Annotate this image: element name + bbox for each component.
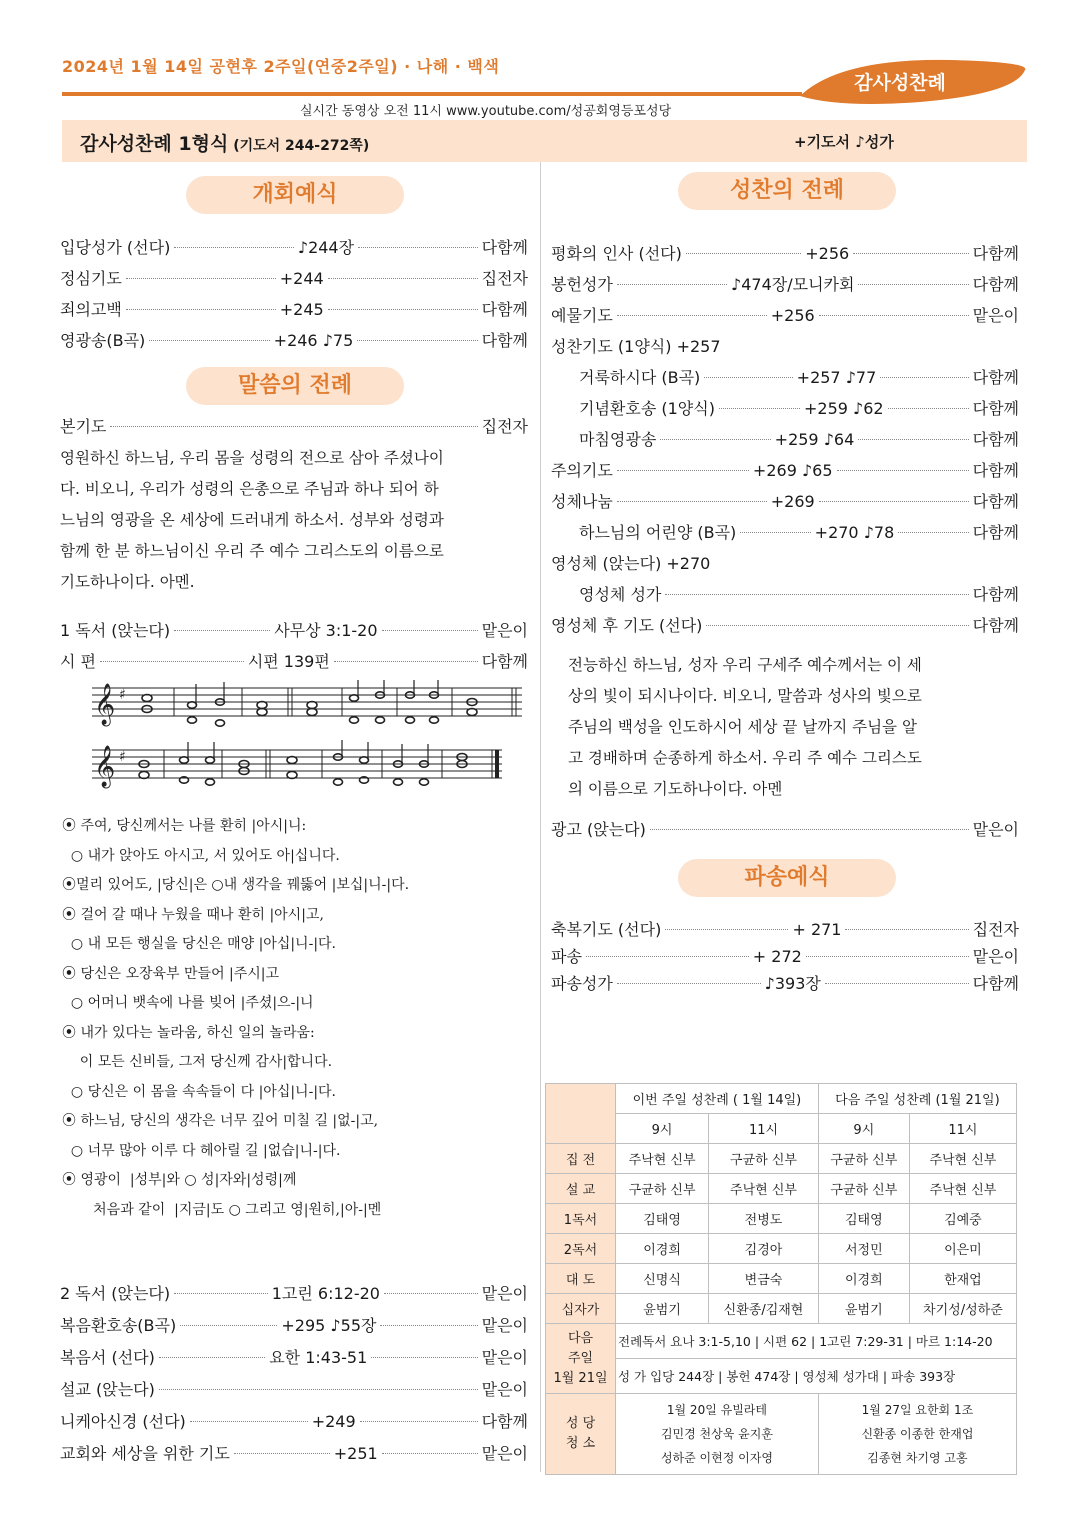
psalm-verse: ⦿ 하느님, 당신의 생각은 너무 깊어 미칠 길 |없-|고, [62, 1113, 379, 1129]
schedule-row [546, 1174, 1017, 1204]
order-item-name: 교회와 세상을 위한 기도 [60, 1444, 230, 1463]
schedule-role: 십자가 [546, 1294, 616, 1324]
order-item-who: 다함께 [972, 244, 1019, 263]
schedule-row [546, 1204, 1017, 1234]
psalm-verse: 처음과 같이 |지금|도 ○ 그리고 영|원히,|아-|멘 [62, 1201, 382, 1218]
order-item-who: 다함께 [481, 652, 528, 671]
next-sunday-label: 다음 주일 1월 21일 [546, 1324, 616, 1394]
order-row [60, 1278, 528, 1310]
order-item-name: 주의기도 [551, 461, 613, 480]
order-item-ref: +269 [770, 492, 815, 511]
order-item-name: 입당성가 (선다) [60, 238, 171, 257]
schedule-cell: 변금숙 [709, 1264, 819, 1294]
order-row [60, 294, 528, 325]
order-row [60, 615, 528, 646]
psalm-verse: ⦿ 영광이 |성부|와 ○ 성|자와|성령|께 [62, 1172, 297, 1188]
psalm-verse: ○ 너무 많아 이루 다 헤아릴 길 |없습|니-|다. [62, 1142, 341, 1159]
order-item-name: 시 편 [60, 652, 96, 671]
schedule-cell: 이경희 [616, 1234, 709, 1264]
time-cell: 11시 [909, 1114, 1016, 1144]
order-row [551, 269, 1019, 300]
order-item-name: 영성체 (앉는다) +270 [551, 554, 711, 573]
order-item-who: 다함께 [972, 275, 1019, 294]
schedule-cell: 김예중 [909, 1204, 1016, 1234]
section-eucharist-title: 성찬의 전례 [678, 172, 896, 210]
order-item-name: 복음서 (선다) [60, 1348, 155, 1367]
order-row [551, 517, 1019, 548]
order-item-who: 맡은이 [481, 1380, 528, 1399]
psalm-verse: ⦿ 당신은 오장육부 만들어 |주시|고 [62, 965, 280, 982]
order-item-who: 다함께 [481, 331, 528, 350]
section-word-title: 말씀의 전례 [186, 367, 404, 405]
order-item-who: 다함께 [972, 492, 1019, 511]
schedule-cell: 윤범기 [818, 1294, 909, 1324]
order-row [551, 393, 1019, 424]
postcommunion-text: 전능하신 하느님, 성자 우리 구세주 예수께서는 이 세 상의 빛이 되시나이다. 비오니, 말씀과 성사의 빛으로 주님의 백성을 인도하시어 세상 끝 날까지 주님을 알 고 경배하며 순종하게 하소서. 우리 주 예수 그리스도 의 이름으로 기도하나이다. 아멘 [568, 656, 922, 798]
order-item-name: 영성체 후 기도 (선다) [551, 616, 703, 635]
order-item-ref: 사무상 3:1-20 [274, 621, 378, 640]
order-item-who: 다함께 [481, 300, 528, 319]
schedule-cell: 윤범기 [616, 1294, 709, 1324]
next-week-header: 다음 주일 성찬례 (1월 21일) [818, 1084, 1016, 1114]
order-row [551, 970, 1019, 997]
cleaning-left: 1월 20일 유빌라테 김민경 천상욱 윤지훈 성하준 이현정 이자영 [616, 1394, 819, 1475]
schedule-cell: 신명식 [616, 1264, 709, 1294]
order-item-who: 맡은이 [972, 947, 1020, 966]
order-row [60, 1406, 528, 1438]
order-item-name: 영성체 성가 [579, 585, 662, 604]
order-item-ref: ♪244장 [297, 238, 355, 257]
order-row [551, 424, 1019, 455]
order-item-name: 평화의 인사 (선다) [551, 244, 682, 263]
notices-row [551, 814, 1019, 845]
psalm-verse: ○ 어머니 뱃속에 나를 빚어 |주셨|으-|니 [62, 995, 314, 1011]
order-item-who: 집전자 [972, 920, 1019, 939]
schedule-cell: 한재업 [909, 1264, 1016, 1294]
cleaning-right: 1월 27일 요한회 1조 신환종 이종한 한재업 김종현 차기영 고홍 [818, 1394, 1016, 1475]
next-hymns: 성 가 입당 244장 | 봉헌 474장 | 영성체 성가대 | 파송 393장 [616, 1359, 1017, 1394]
svg-text:♯: ♯ [119, 749, 126, 765]
order-row [551, 548, 1019, 579]
psalm-verse: ⦿멀리 있어도, |당신|은 ○내 생각을 꿰뚫어 |보십|니-|다. [62, 877, 410, 893]
collect-row-wrap [60, 411, 528, 442]
order-item-ref: 요한 1:43-51 [269, 1348, 368, 1367]
eucharist-list [551, 238, 1019, 641]
schedule-cell: 차기성/성하준 [909, 1294, 1016, 1324]
order-item-ref: ♪393장 [764, 974, 821, 993]
order-item-name: 성체나눔 [551, 492, 613, 511]
order-item-ref: 시편 139편 [247, 652, 330, 671]
order-item-ref: +256 [770, 306, 815, 325]
this-week-header: 이번 주일 성찬례 ( 1월 14일) [616, 1084, 819, 1114]
order-item-ref: +295 ♪55장 [281, 1316, 377, 1335]
schedule-cell: 구균하 신부 [616, 1174, 709, 1204]
notices-who: 맡은이 [972, 820, 1019, 839]
order-item-name: 기념환호송 (1양식) [579, 399, 715, 418]
order-item-name: 하느님의 어린양 (B곡) [579, 523, 737, 542]
psalm-verse: 이 모든 신비들, 그저 당신께 감사|합니다. [62, 1054, 333, 1070]
order-item-name: 성찬기도 (1양식) +257 [551, 337, 721, 356]
order-item-who: 다함께 [972, 616, 1019, 635]
order-item-name: 죄의고백 [60, 300, 122, 319]
order-item-ref: +269 ♪65 [752, 461, 833, 480]
schedule-table [545, 1083, 1017, 1475]
time-cell: 9시 [818, 1114, 909, 1144]
order-item-who: 집전자 [481, 269, 528, 288]
order-item-name: 파송성가 [551, 974, 613, 993]
schedule-role: 대 도 [546, 1264, 616, 1294]
order-item-name: 예물기도 [551, 306, 613, 325]
order-item-ref: + 272 [752, 947, 802, 966]
order-item-who: 맡은이 [481, 621, 528, 640]
order-row [60, 325, 528, 356]
order-row [551, 455, 1019, 486]
order-item-name: 축복기도 (선다) [551, 920, 662, 939]
order-item-ref: +251 [333, 1444, 378, 1463]
service-title: 감사성찬례 1형식 (기도서 244-272쪽) [80, 133, 370, 155]
order-row [551, 579, 1019, 610]
order-item-who: 다함께 [972, 430, 1020, 449]
time-cell: 9시 [616, 1114, 709, 1144]
order-item-who: 다함께 [972, 585, 1019, 604]
schedule-cell: 구균하 신부 [709, 1144, 819, 1174]
column-divider [540, 162, 541, 1472]
order-item-name: 복음환호송(B곡) [60, 1316, 177, 1335]
schedule-cell: 서정민 [818, 1234, 909, 1264]
order-item-ref: +259 ♪64 [774, 430, 855, 449]
schedule-cell: 주낙현 신부 [909, 1174, 1016, 1204]
badge-label: 감사성찬례 [854, 72, 946, 94]
symbol-legend: +기도서 ♪성가 [794, 133, 894, 151]
time-cell: 11시 [709, 1114, 819, 1144]
order-item-ref: + 271 [792, 920, 842, 939]
order-item-ref: +259 ♪62 [803, 399, 884, 418]
cleaning-label: 성 당 청 소 [546, 1394, 616, 1475]
schedule-row [546, 1234, 1017, 1264]
schedule-role: 1독서 [546, 1204, 616, 1234]
psalm-verse: ○ 내 모든 행실을 당신은 매양 |아십|니-|다. [62, 936, 337, 952]
section-gathering-title: 개회예식 [186, 176, 404, 214]
schedule-cell: 구균하 신부 [818, 1174, 909, 1204]
order-item-who: 다함께 [972, 399, 1019, 418]
readings2-list [60, 1278, 528, 1470]
psalm-verse: ⦿ 주여, 당신께서는 나를 환히 |아시|니: [62, 818, 307, 834]
order-item-who: 다함께 [481, 238, 528, 257]
psalm-verse: ○ 내가 앉아도 아시고, 서 있어도 아|십니다. [62, 847, 340, 864]
order-item-ref: 1고린 6:12-20 [271, 1284, 380, 1303]
schedule-cell: 이경희 [818, 1264, 909, 1294]
schedule-role: 집 전 [546, 1144, 616, 1174]
schedule-cell: 전병도 [709, 1204, 819, 1234]
order-item-name: 니케아신경 (선다) [60, 1412, 186, 1431]
section-dismissal-title: 파송예식 [678, 859, 896, 897]
header-rule [62, 92, 802, 96]
order-item-ref: +270 ♪78 [814, 523, 895, 542]
order-item-ref: ♪474장/모니카회 [731, 275, 855, 294]
order-item-who: 다함께 [481, 1412, 528, 1431]
psalm-text [62, 812, 536, 1225]
prayerbook-pages: (기도서 244-272쪽) [228, 138, 370, 154]
order-item-name: 정심기도 [60, 269, 122, 288]
psalm-verse: ⦿ 걸어 갈 때나 누웠을 때나 환히 |아시|고, [62, 906, 324, 923]
service-date-line: 2024년 1월 14일 공현후 2주일(연중2주일) · 나해 · 백색 [62, 57, 500, 76]
order-row [60, 1374, 528, 1406]
schedule-cell: 김경아 [709, 1234, 819, 1264]
order-item-name: 마침영광송 [579, 430, 657, 449]
order-item-name: 거룩하시다 (B곡) [579, 368, 701, 387]
schedule-cell: 김태영 [818, 1204, 909, 1234]
collect-who: 집전자 [481, 417, 528, 436]
order-item-name: 봉헌성가 [551, 275, 613, 294]
order-item-who: 다함께 [972, 974, 1020, 993]
order-item-who: 맡은이 [481, 1444, 528, 1463]
psalm-chant-notation [92, 680, 524, 800]
order-row [551, 238, 1019, 269]
collect-label: 본기도 [60, 417, 107, 436]
order-item-ref: +249 [311, 1412, 356, 1431]
schedule-cell: 구균하 신부 [818, 1144, 909, 1174]
dismissal-list [551, 916, 1019, 997]
schedule-cell: 신환종/김재현 [709, 1294, 819, 1324]
svg-text:♯: ♯ [119, 687, 126, 703]
order-row [60, 1342, 528, 1374]
order-row [60, 232, 528, 263]
order-row [551, 362, 1019, 393]
schedule-cell: 주낙현 신부 [709, 1174, 819, 1204]
notices-wrap [551, 814, 1019, 845]
order-item-who: 다함께 [972, 368, 1019, 387]
order-row [60, 1310, 528, 1342]
service-title-bar [62, 120, 1027, 162]
readings1-list [60, 615, 528, 677]
schedule-cell: 김태영 [616, 1204, 709, 1234]
gathering-list [60, 232, 528, 356]
order-item-ref: +256 [805, 244, 850, 263]
psalm-verse: ○ 당신은 이 몸을 속속들이 다 |아십|니-|다. [62, 1083, 337, 1100]
psalm-verse: ⦿ 내가 있다는 놀라움, 하신 일의 놀라움: [62, 1024, 315, 1041]
order-row [551, 331, 1019, 362]
order-row [551, 943, 1019, 970]
order-item-ref: +245 [279, 300, 324, 319]
eucharist-badge [800, 54, 1030, 110]
order-item-ref: +246 ♪75 [273, 331, 354, 350]
order-row [60, 263, 528, 294]
schedule-role: 설 교 [546, 1174, 616, 1204]
collect-text: 영원하신 하느님, 우리 몸을 성령의 전으로 삼아 주셨나이 다. 비오니, 우리가 성령의 은총으로 주님과 하나 되어 하 느님의 영광을 온 세상에 드러내게 하소서. 성부와 성령과 함께 한 분 하느님이신 우리 주 예수 그리스도의 이름으로 기도하나이다. 아멘. [60, 449, 444, 591]
order-item-name: 2 독서 (앉는다) [60, 1284, 171, 1303]
livestream-line: 실시간 동영상 오전 11시 www.youtube.com/성공회영등포성당 [300, 104, 672, 119]
schedule-row [546, 1264, 1017, 1294]
order-item-name: 설교 (앉는다) [60, 1380, 155, 1399]
order-item-who: 맡은이 [481, 1316, 529, 1335]
order-item-who: 다함께 [972, 461, 1019, 480]
schedule-row [546, 1144, 1017, 1174]
svg-text:𝄞: 𝄞 [94, 746, 116, 787]
order-item-who: 다함께 [972, 523, 1020, 542]
order-item-name: 1 독서 (앉는다) [60, 621, 171, 640]
order-item-who: 맡은이 [481, 1284, 528, 1303]
collect-row [60, 411, 528, 442]
order-row [551, 610, 1019, 641]
svg-text:𝄞: 𝄞 [94, 684, 116, 725]
order-item-ref: +257 ♪77 [796, 368, 877, 387]
notices-label: 광고 (앉는다) [551, 820, 646, 839]
order-item-who: 맡은이 [972, 306, 1019, 325]
order-row [551, 300, 1019, 331]
order-row [551, 486, 1019, 517]
schedule-role: 2독서 [546, 1234, 616, 1264]
order-row [60, 1438, 528, 1470]
schedule-cell: 이은미 [909, 1234, 1016, 1264]
schedule-table-wrap [545, 1083, 1017, 1475]
order-item-name: 파송 [551, 947, 582, 966]
schedule-row [546, 1294, 1017, 1324]
order-item-who: 맡은이 [481, 1348, 529, 1367]
schedule-cell: 주낙현 신부 [616, 1144, 709, 1174]
order-item-name: 영광송(B곡) [60, 331, 146, 350]
order-row [60, 646, 528, 677]
order-item-ref: +244 [279, 269, 324, 288]
schedule-cell: 주낙현 신부 [909, 1144, 1016, 1174]
order-row [551, 916, 1019, 943]
next-readings: 전례독서 요나 3:1-5,10 | 시편 62 | 1고린 7:29-31 | 마르 1:14-20 [616, 1324, 1017, 1359]
